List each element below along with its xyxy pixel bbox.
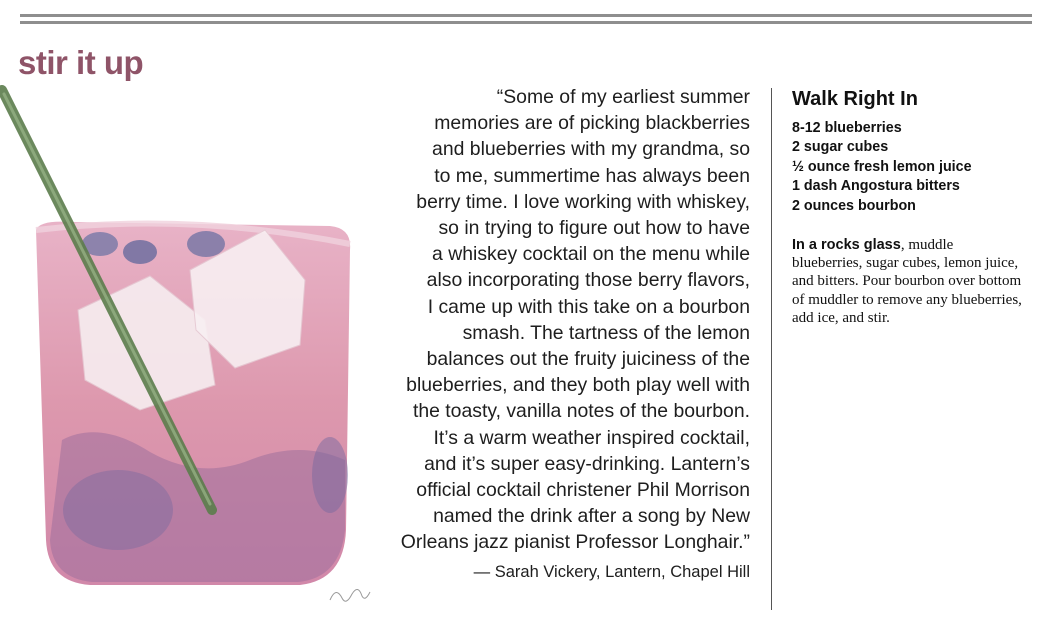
header-rules — [20, 14, 1032, 28]
quote-line: It’s a warm weather inspired cocktail, — [433, 426, 750, 449]
quote-line: blueberries, and they both play well with — [406, 374, 750, 397]
header-rule — [20, 21, 1032, 24]
cocktail-illustration — [0, 80, 400, 620]
method-text: , muddle blueberries, sugar cubes, lemon juice, and bitters. Pour bourbon over bottom of muddler to remove any blueberries, add ice, and stir. — [792, 237, 1022, 326]
recipe-method — [792, 236, 1024, 327]
quote-line: and it’s super easy-drinking. Lantern’s — [424, 452, 750, 475]
ingredient-item: ½ ounce fresh lemon juice — [792, 158, 972, 175]
quote — [360, 84, 750, 556]
quote-line: to me, summertime has always been — [434, 164, 750, 187]
method-lead: In a rocks glass — [792, 237, 901, 254]
quote-line: smash. The tartness of the lemon — [462, 321, 750, 344]
quote-line: memories are of picking blackberries — [434, 112, 750, 135]
quote-line: balances out the fruity juiciness of the — [426, 348, 750, 371]
ingredient-list — [792, 119, 1042, 216]
quote-line: the toasty, vanilla notes of the bourbon. — [412, 400, 750, 423]
berry-shadow — [63, 470, 173, 550]
header-rule — [20, 14, 1032, 17]
quote-line: a whiskey cocktail on the menu while — [432, 243, 750, 266]
berry-shadow — [312, 437, 348, 513]
recipe-box — [792, 88, 1042, 327]
ingredient-item: 8-12 blueberries — [792, 120, 902, 136]
quote-line: and blueberries with my grandma, so — [432, 138, 750, 161]
recipe-title: Walk Right In — [792, 88, 918, 110]
ingredient-item: 2 sugar cubes — [792, 139, 889, 156]
quote-line: official cocktail christener Phil Morrison — [416, 479, 750, 502]
quote-line: berry time. I love working with whiskey, — [416, 190, 750, 213]
artist-signature — [330, 589, 370, 601]
quote-line: I came up with this take on a bourbon — [427, 295, 750, 318]
ingredient-item: 1 dash Angostura bitters — [792, 178, 960, 195]
quote-line: “Some of my earliest summer — [496, 86, 750, 108]
blueberry — [187, 231, 225, 257]
quote-line: named the drink after a song by New — [433, 505, 750, 528]
section-label: stir it up — [18, 44, 144, 81]
ingredient-item: 2 ounces bourbon — [792, 197, 916, 214]
quote-line: so in trying to figure out how to have — [438, 217, 750, 240]
quote-line: Orleans jazz pianist Professor Longhair.” — [400, 531, 750, 554]
column-divider — [771, 88, 772, 610]
quote-line: also incorporating those berry flavors, — [426, 269, 750, 292]
blueberry — [123, 240, 157, 264]
quote-attribution: — Sarah Vickery, Lantern, Chapel Hill — [473, 563, 750, 581]
